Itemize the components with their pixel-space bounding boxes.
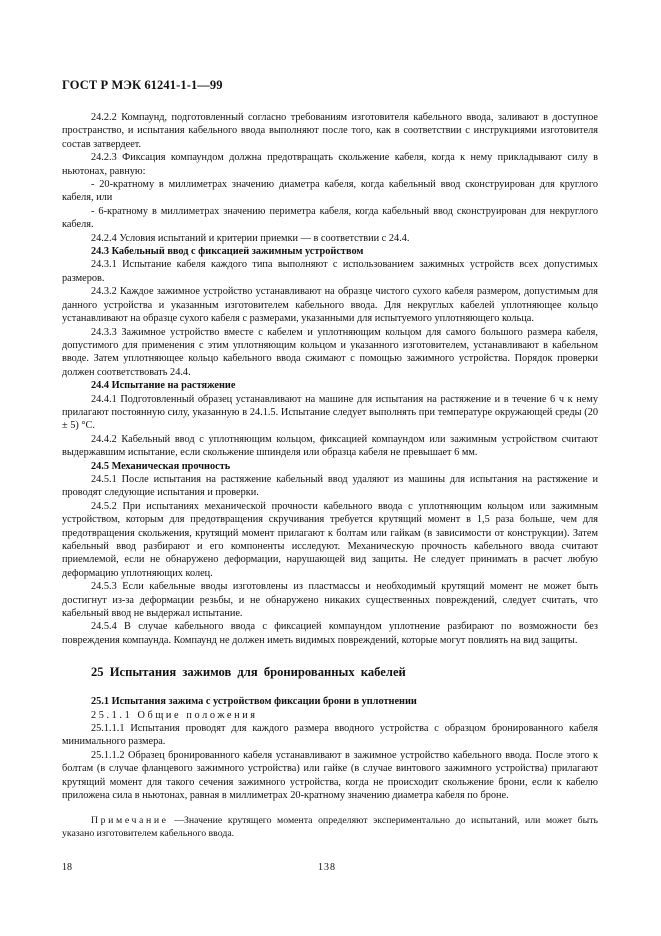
subheading-25-1-1: 25.1.1 Общие положения [91, 709, 258, 721]
paragraph-24-5-3: 24.5.3 Если кабельные вводы изготовлены из пластмассы и необходимый крутящий момент не может быть достигнут из-за деформации резьбы, и не обнаружено никаких существенных повреждений, следует считать, что кабельный ввод не выдержал испытание. [62, 581, 598, 620]
page-number: 18 [62, 862, 72, 873]
paragraph-24-2-2: 24.2.2 Компаунд, подготовленный согласно требованиям изготовителя кабельного ввода, заливают в доступное пространство, и испытания кабельного ввода выполняют после того, как в соответствии с инструкциями изготовителя состав затвердеет. [62, 112, 598, 150]
paragraph-24-5-1: 24.5.1 После испытания на растяжение кабельный ввод удаляют из машины для испытания на растяжение и проводят следующие испытания и проверки. [62, 473, 598, 499]
paragraph-24-3-3: 24.3.3 Зажимное устройство вместе с кабелем и уплотняющим кольцом для самого большого размера кабеля, допустимого для применения с этим уплотняющим кольцом и указанного изготовителем, устанавливают в кабельном вводе. Затем уплотняющее кольцо кабельного ввода сжимают с помощью зажимного устройства. Порядок проверки должен соответствовать 24.4. [62, 326, 598, 378]
list-item-round-cable: - 20-кратному в миллиметрах значению диаметра кабеля, когда кабельный ввод сконструирован для круглого кабеля, или [62, 179, 598, 204]
list-item-nonround-cable: - 6-кратному в миллиметрах значению периметра кабеля, когда кабельный ввод сконструирован для некруглого кабеля. [62, 205, 598, 231]
subheading-25-1: 25.1 Испытания зажима с устройством фиксации брони в уплотнении [91, 696, 417, 708]
paragraph-24-2-4: 24.2.4 Условия испытаний и критерии приемки — в соответствии с 24.4. [91, 232, 410, 244]
document-body [62, 111, 598, 840]
subheading-24-5: 24.5 Механическая прочность [91, 460, 231, 472]
paragraph-24-5-2: 24.5.2 При испытаниях механической прочности кабельного ввода с уплотняющим кольцом или зажимным устройством, которым для предотвращения скручивания требуется крутящий момент в 1,5 раза больше, чем для предотвращения скольжения, крутящий момент прилагают к болтам или гайкам (в зависимости от конструкции). Затем кабельный ввод разбирают и его компоненты исследуют. Механическую прочность кабельного ввода считают приемлемой, если не обнаружено деформации, нарушающей вид защиты. Не следует принимать в расчет любую деформацию уплотняющих колец. [62, 500, 598, 579]
subheading-24-4: 24.4 Испытание на растяжение [91, 380, 236, 392]
paragraph-24-4-2: 24.4.2 Кабельный ввод с уплотняющим кольцом, фиксацией компаундом или зажимным устройством считают выдержавшим испытание, если скольжение шпинделя или образца кабеля не превышает 6 мм. [62, 433, 598, 459]
document-header: ГОСТ Р МЭК 61241-1-1—99 [62, 78, 223, 92]
paragraph-24-5-4: 24.5.4 В случае кабельного ввода с фиксацией компаундом уплотнение разбирают по возможности без повреждения компаунда. Компаунд не должен иметь видимых повреждений, которые могут повлиять на вид защиты. [62, 621, 598, 646]
center-page-number: 138 [318, 862, 336, 873]
paragraph-24-3-1: 24.3.1 Испытание кабеля каждого типа выполняют с использованием зажимных устройств всех допустимых размеров. [62, 259, 598, 284]
note-text: —Значение крутящего момента определяют экспериментально до испытаний, или может быть указано изготовителем кабельного ввода. [62, 814, 598, 839]
paragraph-25-1-1-2: 25.1.1.2 Образец бронированного кабеля устанавливают в зажимное устройство кабельного ввода. После этого к болтам (в случае фланцевого зажимного устройства) или гайке (в случае винтового зажимного устройства) прилагают крутящий момент для такого сечения зажимного устройства, когда не происходит скольжение брони, если к кабелю приложена сила в ньютонах, равная в миллиметрах 20-кратному значению диаметра кабеля по броне. [62, 749, 598, 802]
note-label: Примечание [91, 814, 169, 826]
paragraph-24-4-1: 24.4.1 Подготовленный образец устанавливают на машине для испытания на растяжение и в течение 6 ч к нему прилагают постоянную силу, указанную в 24.1.5. Испытание следует выполнять при температуре окружающей среды (20 ± 5) °С. [62, 393, 598, 432]
paragraph-24-2-3: 24.2.3 Фиксация компаундом должна предотвращать скольжение кабеля, когда к нему прикладывают силу в ньютонах, равную: [62, 152, 598, 177]
subheading-24-3: 24.3 Кабельный ввод с фиксацией зажимным устройством [91, 246, 364, 258]
section-title-25: 25 Испытания зажимов для бронированных кабелей [91, 665, 406, 680]
paragraph-25-1-1-1: 25.1.1.1 Испытания проводят для каждого размера вводного устройства с образцом бронированного кабеля минимального размера. [62, 723, 598, 748]
note [62, 814, 598, 841]
paragraph-24-3-2: 24.3.2 Каждое зажимное устройство устанавливают на образце чистого сухого кабеля размером, допустимым для данного устройства и указанным изготовителем кабельного ввода. Для некруглых кабелей уплотняющее кольцо устанавливают на образце сухого кабеля с размерами, указанными для испытуемого уплотняющего кольца. [62, 286, 598, 325]
